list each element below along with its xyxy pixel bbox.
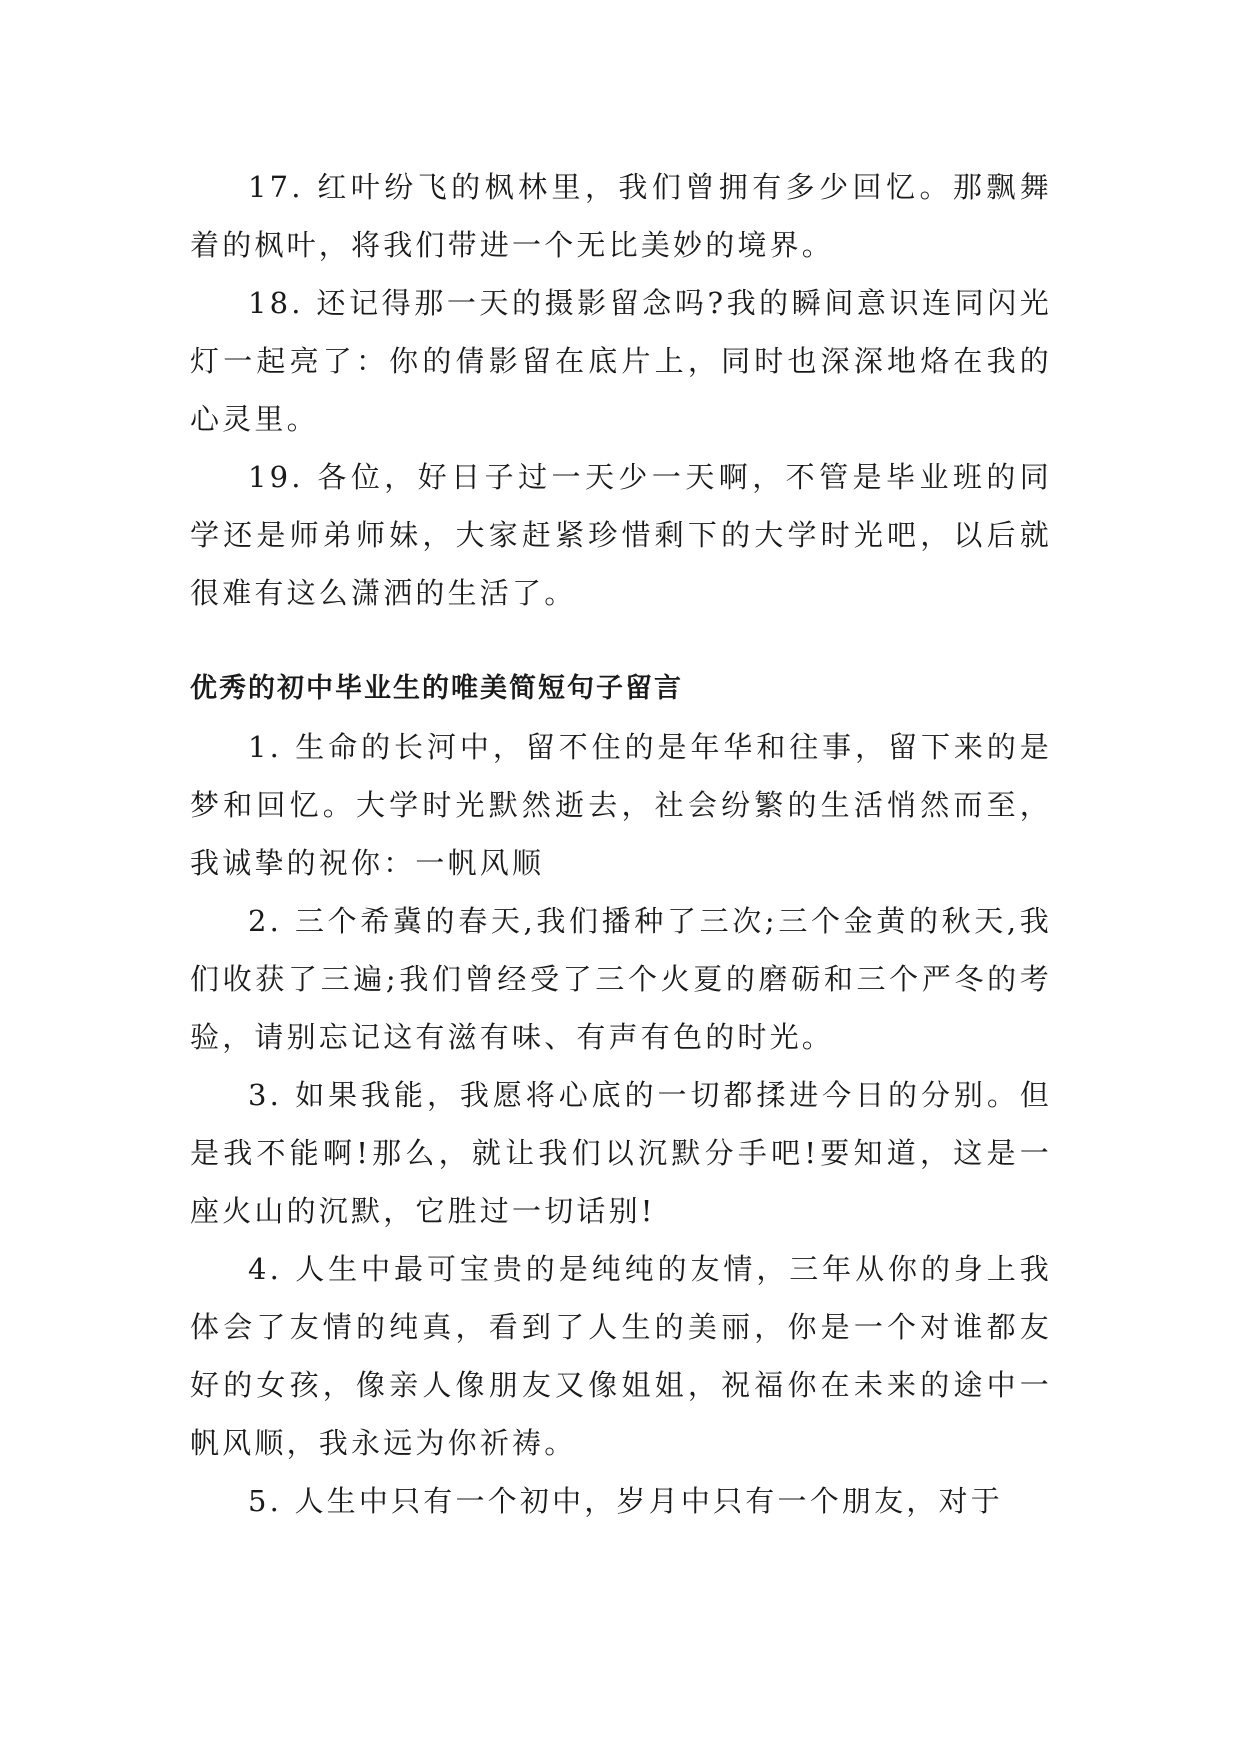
document-page	[190, 158, 1052, 1530]
section-heading: 优秀的初中毕业生的唯美简短句子留言	[190, 673, 683, 704]
paragraph-19: 19. 各位，好日子过一天少一天啊，不管是毕业班的同学还是师弟师妹，大家赶紧珍惜剩下的大学时光吧，以后就很难有这么潇洒的生活了。	[190, 460, 1052, 610]
paragraph-4: 4. 人生中最可宝贵的是纯纯的友情，三年从你的身上我体会了友情的纯真，看到了人生的美丽，你是一个对谁都友好的女孩，像亲人像朋友又像姐姐，祝福你在未来的途中一帆风顺，我永远为你祈祷。	[190, 1252, 1052, 1460]
paragraph-2: 2. 三个希冀的春天,我们播种了三次;三个金黄的秋天,我们收获了三遍;我们曾经受了三个火夏的磨砺和三个严冬的考验，请别忘记这有滋有味、有声有色的时光。	[190, 904, 1052, 1054]
paragraph-17: 17. 红叶纷飞的枫林里，我们曾拥有多少回忆。那飘舞着的枫叶，将我们带进一个无比美妙的境界。	[190, 170, 1052, 262]
paragraph-3: 3. 如果我能，我愿将心底的一切都揉进今日的分别。但是我不能啊!那么，就让我们以沉默分手吧!要知道，这是一座火山的沉默，它胜过一切话别!	[190, 1078, 1052, 1228]
paragraph-1: 1. 生命的长河中，留不住的是年华和往事，留下来的是梦和回忆。大学时光默然逝去，社会纷繁的生活悄然而至，我诚挚的祝你：一帆风顺	[190, 730, 1052, 880]
paragraph-18: 18. 还记得那一天的摄影留念吗?我的瞬间意识连同闪光灯一起亮了：你的倩影留在底片上，同时也深深地烙在我的心灵里。	[190, 286, 1052, 436]
paragraph-5: 5. 人生中只有一个初中，岁月中只有一个朋友，对于	[248, 1484, 1003, 1518]
